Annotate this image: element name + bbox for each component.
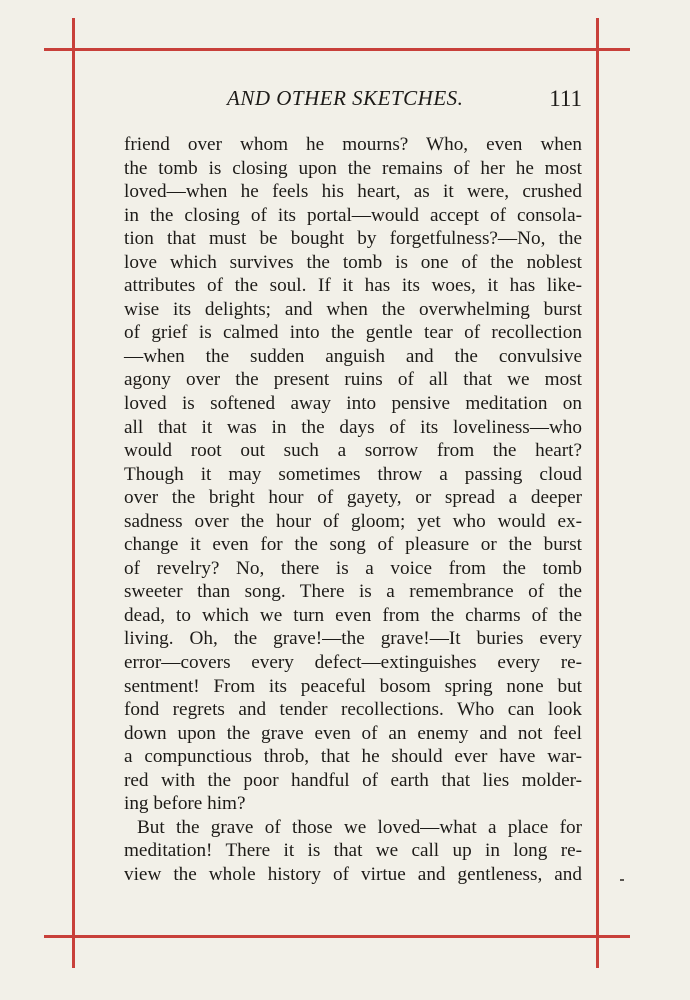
text-line-1: friend over whom he mourns? Who, even when: [124, 134, 582, 155]
text-line-19: of revelry? No, there is a voice from the tomb: [124, 557, 582, 579]
text-line-26: down upon the grave even of an enemy and not feel: [124, 722, 582, 744]
body-text: [124, 133, 582, 887]
page-number: 111: [549, 86, 582, 111]
page-header: [124, 86, 584, 116]
text-line-5: tion that must be bought by forgetfulness?—No, the: [124, 228, 582, 250]
text-line-2: the tomb is closing upon the remains of her he most: [124, 157, 582, 179]
text-line-29: ing before him?: [124, 793, 246, 815]
text-line-22: living. Oh, the grave!—the grave!—It buries every: [124, 628, 582, 650]
left-border-rule: [72, 18, 75, 968]
text-line-21: dead, to which we turn even from the charms of the: [124, 604, 582, 626]
text-line-20: sweeter than song. There is a remembrance of the: [124, 581, 582, 603]
text-line-3: loved—when he feels his heart, as it were, crushed: [124, 181, 582, 203]
text-line-9: of grief is calmed into the gentle tear of recollection: [124, 322, 582, 344]
text-line-23: error—covers every defect—extinguishes every re-: [124, 652, 582, 674]
text-line-28: red with the poor handful of earth that lies molder-: [124, 769, 582, 791]
text-line-10: —when the sudden anguish and the convulsive: [124, 345, 582, 367]
text-line-32: view the whole history of virtue and gentleness, and: [124, 863, 582, 885]
ink-speck: [620, 879, 624, 881]
text-line-15: Though it may sometimes throw a passing cloud: [124, 463, 582, 485]
text-line-12: loved is softened away into pensive meditation on: [124, 393, 582, 415]
text-line-17: sadness over the hour of gloom; yet who would ex-: [124, 510, 582, 532]
text-line-4: in the closing of its portal—would accept of consola-: [124, 204, 582, 226]
text-line-11: agony over the present ruins of all that we most: [124, 369, 582, 391]
text-line-13: all that it was in the days of its loveliness—who: [124, 416, 582, 438]
right-border-rule: [596, 18, 599, 968]
text-line-30: But the grave of those we loved—what a place for: [137, 816, 582, 838]
text-line-25: fond regrets and tender recollections. Who can look: [124, 699, 582, 721]
text-line-6: love which survives the tomb is one of the noblest: [124, 251, 582, 273]
text-line-14: would root out such a sorrow from the heart?: [124, 440, 582, 462]
text-line-8: wise its delights; and when the overwhelming burst: [124, 298, 582, 320]
text-line-18: change it even for the song of pleasure or the burst: [124, 534, 582, 556]
top-border-rule: [44, 48, 630, 51]
running-title: AND OTHER SKETCHES.: [227, 86, 464, 110]
text-line-7: attributes of the soul. If it has its woes, it has like-: [124, 275, 582, 297]
text-line-24: sentment! From its peaceful bosom spring none but: [124, 675, 582, 697]
text-line-31: meditation! There it is that we call up in long re-: [124, 840, 582, 862]
text-line-27: a compunctious throb, that he should ever have war-: [124, 746, 582, 768]
text-line-16: over the bright hour of gayety, or spread a deeper: [124, 487, 582, 509]
bottom-border-rule: [44, 935, 630, 938]
